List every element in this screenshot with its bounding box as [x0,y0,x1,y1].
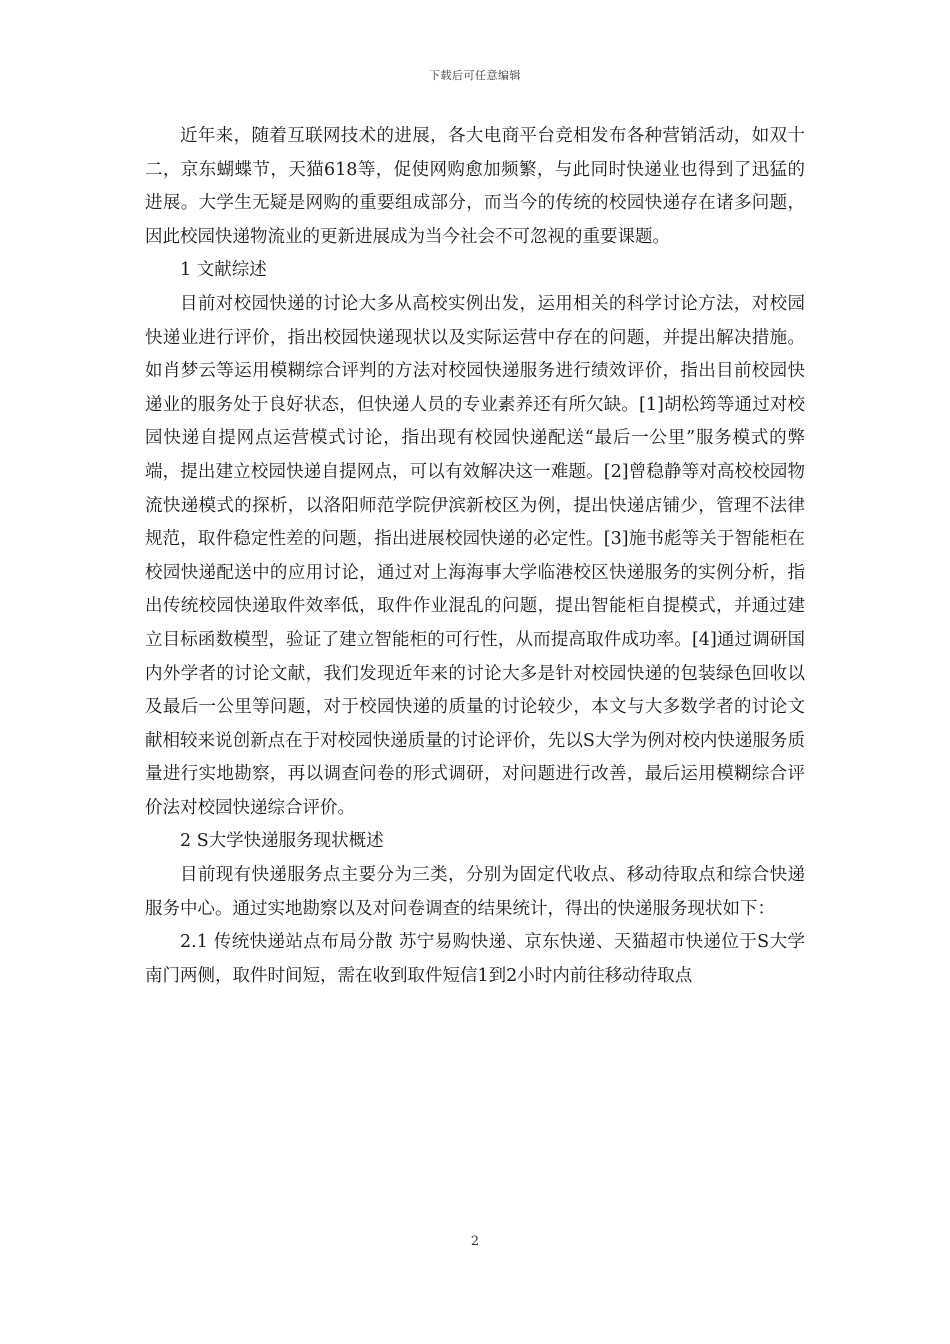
section-2-1-paragraph: 2.1 传统快递站点布局分散 苏宁易购快递、京东快递、天猫超市快递位于S大学南门两侧，取件时间短，需在收到取件短信1到2小时内前往移动待取点 [145,932,805,986]
section-1-paragraph: 目前对校园快递的讨论大多从高校实例出发，运用相关的科学讨论方法，对校园快递业进行评价，指出校园快递现状以及实际运营中存在的问题，并提出解决措施。如肖梦云等运用模糊综合评判的方法对校园快递服务进行绩效评价，指出目前校园快递业的服务处于良好状态，但快递人员的专业素养还有所欠缺。[1]胡松筠等通过对校园快递自提网点运营模式讨论，指出现有校园快递配送“最后一公里”服务模式的弊端，提出建立校园快递自提网点，可以有效解决这一难题。[2]曾稳静等对高校校园物流快递模式的探析，以洛阳师范学院伊滨新校区为例，提出快递店铺少，管理不法律规范，取件稳定性差的问题，指出进展校园快递的必定性。[3]施书彪等关于智能柜在校园快递配送中的应用讨论，通过对上海海事大学临港校区快递服务的实例分析，指出传统校园快递取件效率低，取件作业混乱的问题，提出智能柜自提模式，并通过建立目标函数模型，验证了建立智能柜的可行性，从而提高取件成功率。[4]通过调研国内外学者的讨论文献，我们发现近年来的讨论大多是针对校园快递的包装绿色回收以及最后一公里等问题，对于校园快递的质量的讨论较少，本文与大多数学者的讨论文献相较来说创新点在于对校园快递质量的讨论评价，先以S大学为例对校内快递服务质量进行实地勘察，再以调查问卷的形式调研，对问题进行改善，最后运用模糊综合评价法对校园快递综合评价。 [145,293,805,818]
page-header-note: 下载后可任意编辑 [429,69,521,82]
intro-paragraph: 近年来，随着互联网技术的进展，各大电商平台竞相发布各种营销活动，如双十二，京东蝴蝶节，天猫618等，促使网购愈加频繁，与此同时快递业也得到了迅猛的进展。大学生无疑是网购的重要组成部分，而当今的传统的校园快递存在诸多问题，因此校园快递物流业的更新进展成为当今社会不可忽视的重要课题。 [145,126,805,247]
document-body [145,120,805,993]
section-2-heading: 2 S大学快递服务现状概述 [180,831,384,852]
section-1-heading: 1 文献综述 [180,260,267,281]
page-number: 2 [470,1234,480,1249]
section-2-paragraph: 目前现有快递服务点主要分为三类，分别为固定代收点、移动待取点和综合快递服务中心。通过实地勘察以及对问卷调查的结果统计，得出的快递服务现状如下： [145,865,805,919]
